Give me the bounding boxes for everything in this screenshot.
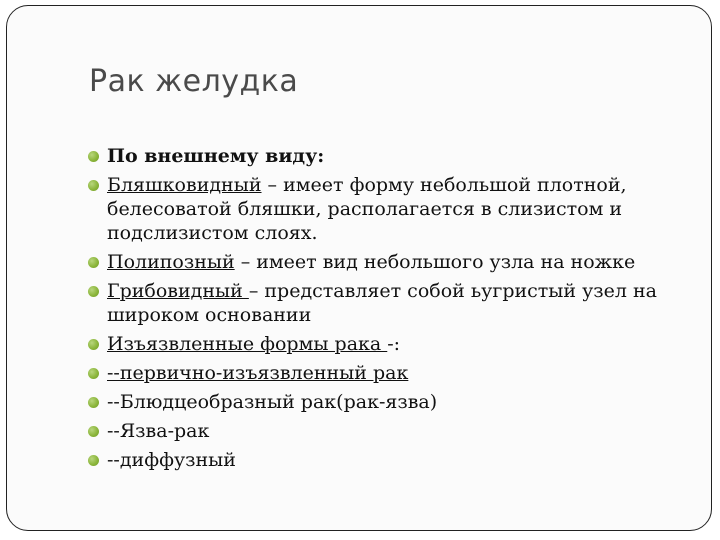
bullet-dot-icon — [88, 151, 99, 162]
list-item — [87, 390, 707, 414]
list-item-description: – имеет форму небольшой плотной, белесоватой бляшки, располагается в слизистом и подслизистом слоях. — [107, 174, 627, 244]
list-item-text: --Язва-рак — [107, 420, 210, 442]
list-item — [87, 448, 707, 472]
list-item — [87, 250, 707, 274]
list-item-heading: По внешнему виду: — [107, 145, 325, 167]
list-item — [87, 419, 707, 443]
bullet-dot-icon — [88, 426, 99, 437]
bullet-dot-icon — [88, 455, 99, 466]
list-item — [87, 361, 707, 385]
bullet-dot-icon — [88, 257, 99, 268]
list-item — [87, 173, 707, 245]
bullet-dot-icon — [88, 180, 99, 191]
list-item-term: --первично-изъязвленный рак — [107, 362, 409, 384]
bullet-dot-icon — [88, 286, 99, 297]
list-item-description: – имеет вид небольшого узла на ножке — [234, 251, 636, 273]
list-item — [87, 332, 707, 356]
list-item — [87, 279, 707, 327]
bullet-dot-icon — [88, 397, 99, 408]
bullet-dot-icon — [88, 368, 99, 379]
list-item-text: --диффузный — [107, 449, 236, 471]
list-item-term: Изъязвленные формы рака — [107, 333, 388, 355]
list-item-term: Бляшковидный — [107, 174, 262, 196]
list-item-description: -: — [387, 333, 401, 355]
list-item — [87, 144, 707, 168]
list-item-description: – представляет собой ьугристый узел на широком основании — [107, 280, 658, 326]
bullet-list — [87, 144, 707, 477]
bullet-dot-icon — [88, 339, 99, 350]
list-item-term: Грибовидный — [107, 280, 249, 302]
slide-frame — [6, 5, 712, 531]
list-item-term: Полипозный — [107, 251, 235, 273]
slide-title: Рак желудка — [89, 64, 299, 99]
list-item-text: --Блюдцеобразный рак(рак-язва) — [107, 391, 438, 413]
